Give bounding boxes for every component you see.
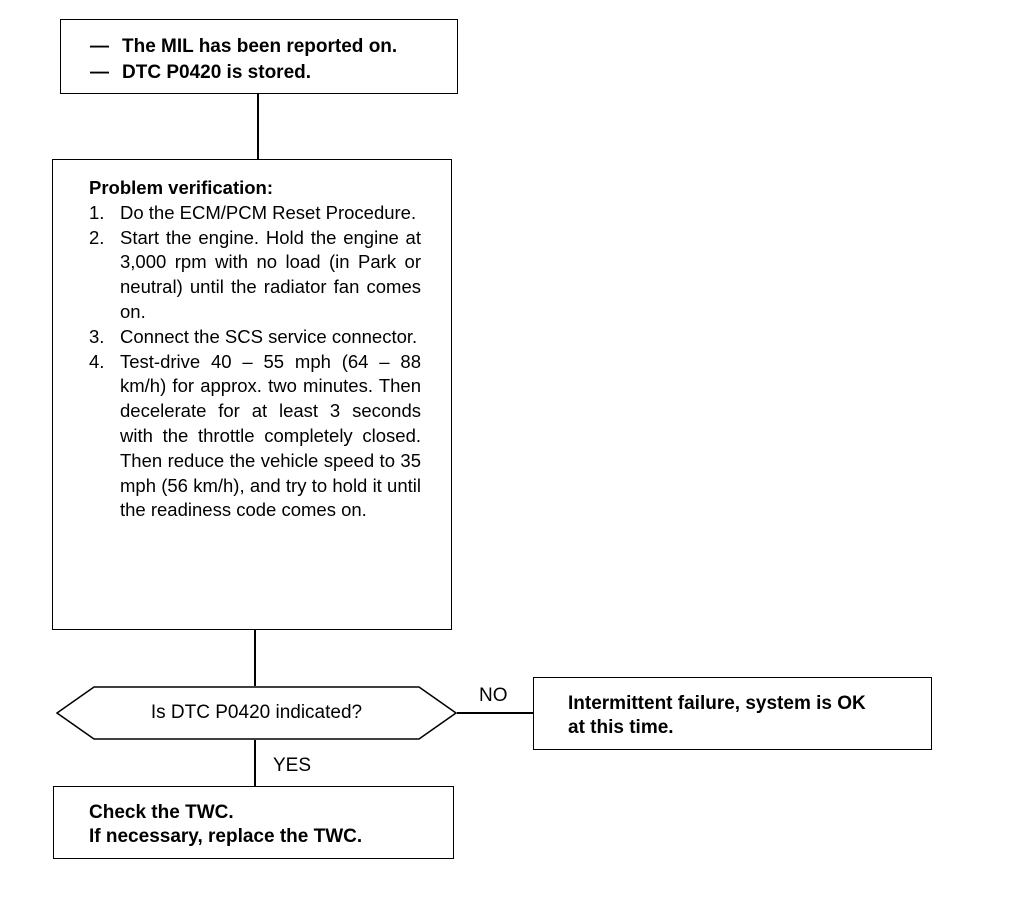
start-line-1 xyxy=(90,34,457,60)
dash-bullet: — xyxy=(90,36,109,57)
no-result-box xyxy=(533,677,932,750)
decision-node xyxy=(56,686,457,740)
yes-result-line: If necessary, replace the TWC. xyxy=(89,826,363,847)
no-result-line: Intermittent failure, system is OK xyxy=(568,693,866,714)
decision-question: Is DTC P0420 indicated? xyxy=(150,702,363,723)
no-result-line: at this time. xyxy=(568,717,674,738)
procedure-step xyxy=(89,201,421,226)
procedure-step xyxy=(89,350,421,524)
start-line-text: DTC P0420 is stored. xyxy=(122,62,312,83)
step-text: Start the engine. Hold the engine at 3,000 rpm with no load (in Park or neutral) until the radiator fan comes on. xyxy=(120,226,421,322)
procedure-steps xyxy=(89,201,421,523)
start-line-text: The MIL has been reported on. xyxy=(122,36,398,57)
step-text: Do the ECM/PCM Reset Procedure. xyxy=(120,201,417,223)
start-line-2 xyxy=(90,60,457,86)
step-number: 4. xyxy=(89,350,105,372)
step-text: Connect the SCS service connector. xyxy=(120,325,418,347)
procedure-step xyxy=(89,325,421,350)
procedure-step xyxy=(89,226,421,325)
yes-result-line: Check the TWC. xyxy=(89,802,234,823)
start-box xyxy=(60,19,458,94)
dash-bullet: — xyxy=(90,62,109,83)
connector-decision-no xyxy=(457,712,533,714)
step-number: 2. xyxy=(89,226,105,248)
step-text: Test-drive 40 – 55 mph (64 – 88 km/h) for approx. two minutes. Then decelerate for at least 3 seconds with the throttle completely closed. Then reduce the vehicle speed to 35 mph (56 km/h), and try to hold it until the readiness code comes on. xyxy=(120,350,421,521)
step-number: 3. xyxy=(89,325,105,347)
no-branch-label: NO xyxy=(479,685,508,706)
yes-result-box xyxy=(53,786,454,859)
procedure-box xyxy=(52,159,452,630)
yes-branch-label: YES xyxy=(273,755,312,776)
connector-decision-yes xyxy=(254,740,256,786)
procedure-heading: Problem verification: xyxy=(89,177,274,198)
step-number: 1. xyxy=(89,201,105,223)
connector-start-to-procedure xyxy=(257,94,259,159)
connector-procedure-to-decision xyxy=(254,630,256,686)
